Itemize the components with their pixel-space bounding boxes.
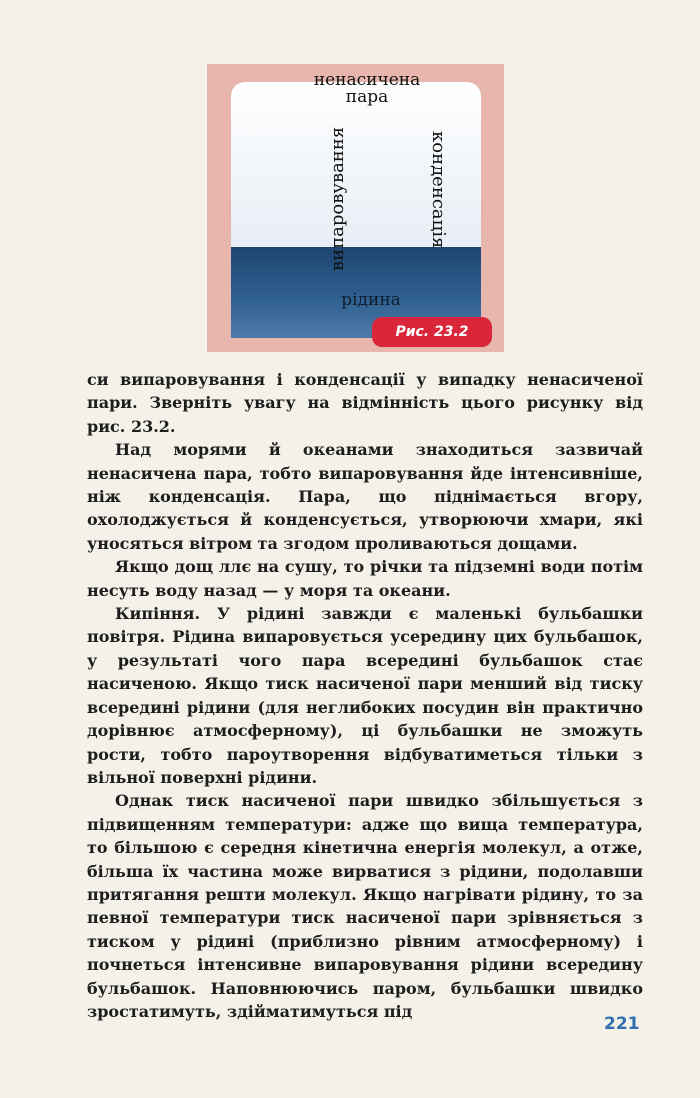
paragraph-text: У рідині завжди є маленькі бульбашки повітря. Рідина випаровується усередину цих бульбашок, у результаті чого пара всередині бульбашок стає насиченою. Якщо тиск насиченої пари менший від тиску всередині рідини (для неглибоких посудин він практично дорівнює атмосферному), ці бульбашки не зможуть рости, тобто пароутворення відбуватиметься тільки з вільної поверхні рідини. <box>87 604 643 787</box>
evaporation-arrow-label: випаровування <box>327 126 348 272</box>
paragraph <box>87 602 643 789</box>
body-text <box>87 368 643 1023</box>
vessel-diagram <box>231 70 481 338</box>
liquid-label: рідина <box>341 290 401 310</box>
page-number: 221 <box>604 1014 640 1034</box>
paragraph: си випаровування і конденсації у випадку ненасиченої пари. Зверніть увагу на відмінність цього рисунку від рис. 23.2. <box>87 370 643 436</box>
paragraph: Над морями й океанами знаходиться зазвичай ненасичена пара, тобто випаровування йде інтенсивніше, ніж конденсація. Пара, що піднімається вгору, охолоджується й конденсується, утворюючи хмари, які уносяться вітром та згодом проливаються дощами. <box>87 440 643 553</box>
figure-23-2 <box>207 64 504 352</box>
paragraph: Однак тиск насиченої пари швидко збільшується з підвищенням температури: адже що вища температура, то більшою є середня кінетична енергія молекул, а отже, більша їх частина може вирватися з рідини, подолавши притягання решти молекул. Якщо нагрівати рідину, то за певної температури тиск насиченої пари зрівняється з тиском у рідині (приблизно рівним атмосферному) і почнеться інтенсивне випаровування рідини всередину бульбашок. Наповнюючись паром, бульбашки швидко зростатимуть, здійматимуться під <box>87 791 643 1021</box>
paragraph: Якщо дощ ллє на сушу, то річки та підземні води потім несуть воду назад — у моря та океани. <box>87 557 643 600</box>
vapor-label: ненасичена пара <box>313 70 421 107</box>
section-lead: Кипіння. <box>115 604 201 624</box>
figure-badge: Рис. 23.2 <box>372 317 492 347</box>
condensation-arrow-label: конденсація <box>428 131 449 249</box>
